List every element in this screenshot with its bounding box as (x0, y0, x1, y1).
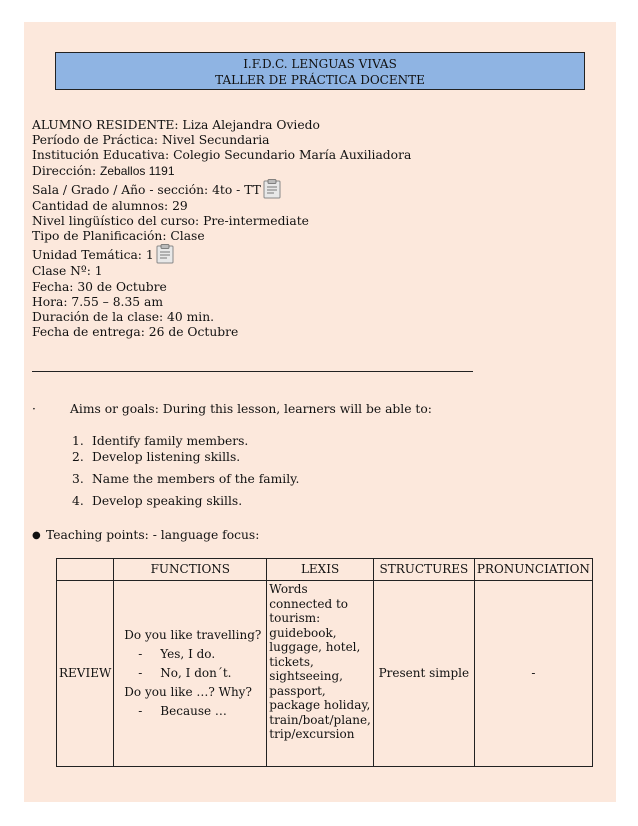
functions-cell (114, 581, 267, 767)
student-info (32, 118, 411, 340)
header-title: I.F.D.C. LENGUAS VIVAS (243, 57, 397, 71)
lexis-cell: Words connected to tourism: guidebook, luggage, hotel, tickets, sightseeing, passport, package holiday, train/boat/plane, trip/excursion (267, 581, 374, 767)
table-header-cell: LEXIS (267, 559, 374, 581)
sala-text: Sala / Grado / Año - sección: 4to - TT (32, 182, 261, 197)
function-question: Do you like travelling? (124, 628, 262, 642)
answer-dash: - (138, 647, 143, 661)
info-sala (32, 179, 411, 199)
table-header-row (57, 559, 593, 581)
clipboard-icon[interactable] (156, 244, 174, 264)
goal-item (72, 472, 299, 486)
divider (32, 371, 473, 372)
info-entrega: Fecha de entrega: 26 de Octubre (32, 325, 239, 340)
language-focus-table (56, 558, 593, 767)
pronunciation-cell: - (474, 581, 592, 767)
info-cantidad: Cantidad de alumnos: 29 (32, 198, 188, 213)
function-answer (124, 664, 264, 683)
table-header-cell: PRONUNCIATION (474, 559, 592, 581)
aims-bullet: · (32, 402, 36, 416)
teaching-points (32, 528, 259, 542)
info-alumno: ALUMNO RESIDENTE: Liza Alejandra Oviedo (32, 118, 320, 132)
info-institucion: Institución Educativa: Colegio Secundario María Auxiliadora (32, 148, 412, 163)
goal-number: 4. (72, 494, 84, 508)
teaching-points-text: Teaching points: - language focus: (46, 528, 260, 542)
info-unidad (32, 244, 411, 264)
goal-item (72, 494, 242, 508)
function-question: Do you like …? Why? (124, 685, 252, 699)
info-tipo: Tipo de Planificación: Clase (32, 229, 205, 244)
table-header-cell (57, 559, 114, 581)
goal-item (72, 434, 248, 448)
info-duracion: Duración de la clase: 40 min. (32, 310, 215, 325)
teaching-points-bullet: ● (32, 530, 41, 541)
function-answer (124, 702, 264, 721)
document-header (55, 52, 585, 90)
info-fecha: Fecha: 30 de Octubre (32, 279, 167, 294)
row-label: REVIEW (57, 581, 114, 767)
direccion-value: Zeballos 1191 (100, 163, 175, 178)
function-answer (124, 645, 264, 664)
info-periodo: Período de Práctica: Nivel Secundaria (32, 133, 270, 148)
clipboard-icon[interactable] (263, 179, 281, 199)
unidad-text: Unidad Temática: 1 (32, 248, 154, 263)
answer-dash: - (138, 666, 143, 680)
info-direccion (32, 164, 411, 179)
goal-number: 2. (72, 450, 84, 464)
answer-dash: - (138, 704, 143, 718)
structures-cell: Present simple (373, 581, 474, 767)
direccion-label: Dirección: (32, 163, 101, 178)
goal-text: Name the members of the family. (92, 472, 300, 486)
table-header-cell: STRUCTURES (373, 559, 474, 581)
goal-text: Develop speaking skills. (92, 494, 243, 508)
answer-text: No, I don´t. (160, 666, 232, 680)
aims-intro (32, 402, 432, 417)
info-clase: Clase Nº: 1 (32, 264, 103, 279)
answer-text: Yes, I do. (160, 647, 216, 661)
table-row (57, 581, 593, 767)
header-subtitle: TALLER DE PRÁCTICA DOCENTE (215, 73, 425, 87)
goal-number: 3. (72, 472, 84, 486)
goal-text: Identify family members. (92, 434, 249, 448)
goal-number: 1. (72, 434, 84, 448)
goal-item (72, 450, 240, 464)
goal-text: Develop listening skills. (92, 450, 241, 464)
aims-text: Aims or goals: During this lesson, learners will be able to: (70, 402, 432, 416)
answer-text: Because … (160, 704, 227, 718)
info-nivel: Nivel lingüístico del curso: Pre-intermediate (32, 214, 309, 229)
info-hora: Hora: 7.55 – 8.35 am (32, 294, 164, 309)
table-header-cell: FUNCTIONS (114, 559, 267, 581)
